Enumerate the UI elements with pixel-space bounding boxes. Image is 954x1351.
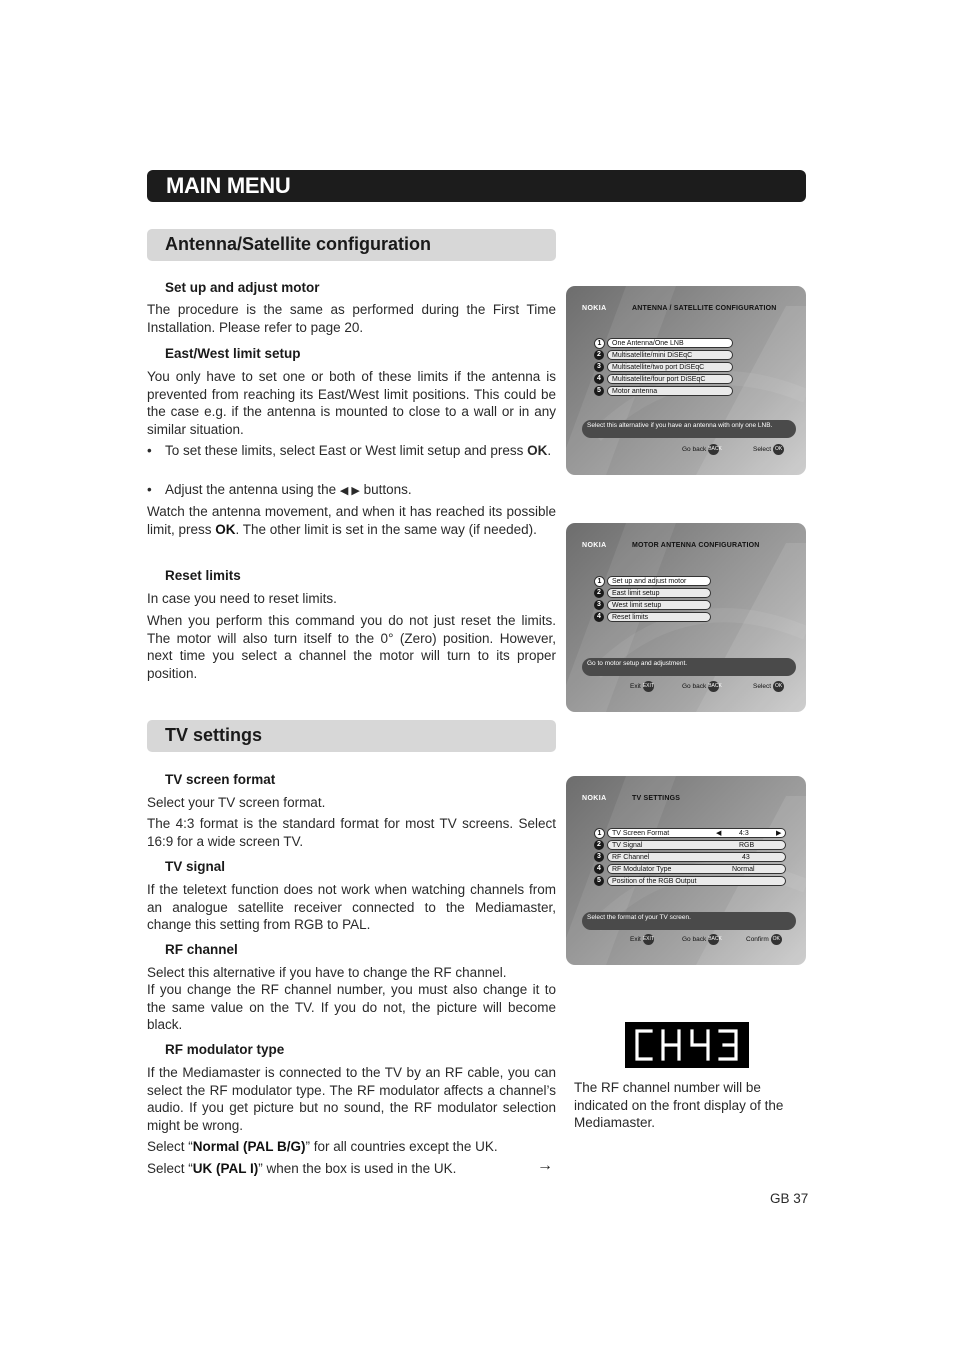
menu-item-label: West limit setup	[607, 600, 711, 610]
paragraph-signal: If the teletext function does not work when watching channels from an analogue satellite receiver connected to the Mediamaster, change this setting from RGB to PAL.	[147, 882, 556, 932]
main-menu-banner	[147, 170, 806, 202]
setting-label: RF Modulator Type	[612, 866, 672, 873]
paragraph-rf-1: Select this alternative if you have to change the RF channel.	[147, 965, 507, 980]
menu-item-label: Set up and adjust motor	[607, 576, 711, 586]
exit-button-icon: EXIT	[643, 681, 654, 692]
bullet-item	[147, 481, 556, 499]
menu-item-label: One Antenna/One LNB	[607, 338, 733, 348]
paragraph-format-1: Select your TV screen format.	[147, 795, 326, 810]
section-title: TV settings	[165, 725, 263, 745]
bullet-item	[147, 442, 556, 478]
page-number: GB 37	[770, 1191, 809, 1206]
bullet-dot: •	[147, 482, 152, 497]
number-2-icon: 2	[594, 350, 604, 360]
ok-button-icon: OK	[773, 444, 784, 455]
bullet-dot: •	[147, 443, 152, 458]
screen-title: ANTENNA / SATELLITE CONFIGURATION	[632, 305, 777, 312]
number-4-icon: 4	[594, 864, 604, 874]
heading-reset: Reset limits	[165, 568, 241, 583]
nokia-logo: NOKIA	[582, 542, 607, 549]
section-header-tv-settings	[147, 720, 556, 752]
number-4-icon: 4	[594, 374, 604, 384]
paragraph-eastwest: You only have to set one or both of these limits if the antenna is prevented from reaching its East/West limit positions. This could be the case e.g. if the antenna is mounted to close to a wall or in any similar situation.	[147, 369, 556, 437]
back-button-icon: BACK	[708, 934, 719, 945]
paragraph-normal: Select “Normal (PAL B/G)” for all countries except the UK.	[147, 1139, 498, 1154]
paragraph-rf-2: If you change the RF channel number, you must also change it to the same value on the TV. If you do not, the picture will become black.	[147, 982, 556, 1032]
paragraph-uk: Select “UK (PAL I)” when the box is used in the UK.	[147, 1161, 457, 1176]
number-3-icon: 3	[594, 362, 604, 372]
screenshot-tv-settings	[566, 776, 806, 965]
screenshot-antenna-config	[566, 286, 806, 475]
number-1-icon: 1	[594, 828, 605, 839]
setting-value: RGB	[739, 842, 755, 849]
help-text: Select this alternative if you have an antenna with only one LNB.	[582, 420, 796, 438]
exit-hint: Exit EXIT	[630, 936, 654, 944]
confirm-hint: Confirm OK	[746, 936, 780, 944]
number-2-icon: 2	[594, 588, 604, 598]
setting-label: TV Screen Format	[612, 830, 670, 837]
setting-label: Position of the RGB Output	[612, 878, 697, 885]
go-back-hint: Go back BACK	[682, 936, 722, 944]
heading-signal: TV signal	[165, 859, 226, 874]
number-4-icon: 4	[594, 612, 604, 622]
setting-value: Normal	[732, 866, 755, 873]
menu-item-label: Motor antenna	[607, 386, 733, 396]
setting-value: 4:3	[739, 830, 749, 837]
number-5-icon: 5	[594, 876, 604, 886]
screen-title: TV SETTINGS	[632, 795, 681, 802]
bullet-text: Adjust the antenna using the ◀ ▶ buttons.	[165, 482, 412, 497]
section-title: Antenna/Satellite configuration	[165, 234, 432, 254]
screen-title: MOTOR ANTENNA CONFIGURATION	[632, 542, 760, 549]
help-text: Select the format of your TV screen.	[582, 912, 796, 930]
setting-label: RF Channel	[612, 854, 650, 861]
number-3-icon: 3	[594, 852, 604, 862]
go-back-hint: Go back BACK	[682, 446, 722, 454]
number-1-icon: 1	[594, 338, 605, 349]
menu-item-label: Multisatellite/two port DiSEqC	[607, 362, 733, 372]
select-hint: Select OK	[753, 446, 783, 454]
bullet-text: To set these limits, select East or West limit setup and press OK.	[165, 443, 552, 458]
number-1-icon: 1	[594, 576, 605, 587]
menu-item-label: Multisatellite/four port DiSEqC	[607, 374, 733, 384]
nokia-logo: NOKIA	[582, 795, 607, 802]
exit-button-icon: EXIT	[643, 934, 654, 945]
left-arrow-icon[interactable]: ◀	[716, 830, 722, 837]
paragraph-modulator: If the Mediamaster is connected to the TV by an RF cable, you can select the RF modulator type. The RF modulator affects a channel’s audio. If you get picture but no sound, the RF modulator selection might be wrong.	[147, 1065, 556, 1133]
setting-pill	[607, 852, 786, 862]
heading-format: TV screen format	[165, 772, 276, 787]
heading-motor: Set up and adjust motor	[165, 280, 320, 295]
menu-item-label: Multisatellite/mini DiSEqC	[607, 350, 733, 360]
setting-pill	[607, 840, 786, 850]
paragraph-watch: Watch the antenna movement, and when it has reached its possible limit, press OK. The other limit is set in the same way (if needed).	[147, 504, 556, 537]
ok-button-icon: OK	[771, 934, 782, 945]
page-title: MAIN MENU	[166, 173, 291, 198]
heading-modulator: RF modulator type	[165, 1042, 285, 1057]
section-header-antenna	[147, 229, 556, 261]
number-3-icon: 3	[594, 600, 604, 610]
paragraph-motor: The procedure is the same as performed during the First Time Installation. Please refer to page 20.	[147, 302, 556, 335]
screenshot-motor-config	[566, 523, 806, 712]
continue-arrow-icon: →	[537, 1157, 553, 1174]
menu-item-label: Reset limits	[607, 612, 711, 622]
setting-pill	[607, 828, 786, 838]
display-caption: The RF channel number will be indicated on the front display of the Mediamaster.	[574, 1080, 784, 1130]
setting-pill	[607, 876, 786, 886]
front-display	[625, 1022, 749, 1068]
ok-button-icon: OK	[773, 681, 784, 692]
exit-hint: Exit EXIT	[630, 683, 654, 691]
setting-pill	[607, 864, 786, 874]
menu-item-label: East limit setup	[607, 588, 711, 598]
ch43-display-graphic	[625, 1022, 749, 1068]
heading-rf-channel: RF channel	[165, 942, 238, 957]
right-arrow-icon[interactable]: ▶	[776, 830, 782, 837]
paragraph-format-2: The 4:3 format is the standard format for most TV screens. Select 16:9 for a wide screen TV.	[147, 816, 556, 849]
go-back-hint: Go back BACK	[682, 683, 722, 691]
heading-eastwest: East/West limit setup	[165, 346, 301, 361]
setting-value: 43	[742, 854, 750, 861]
paragraph-reset-1: In case you need to reset limits.	[147, 591, 337, 606]
back-button-icon: BACK	[708, 681, 719, 692]
back-button-icon: BACK	[708, 444, 719, 455]
setting-label: TV Signal	[612, 842, 643, 849]
left-right-arrows-icon: ◀ ▶	[339, 485, 360, 497]
nokia-logo: NOKIA	[582, 305, 607, 312]
paragraph-reset-2: When you perform this command you do not just reset the limits. The motor will also turn itself to the 0° (Zero) position. However, next time you select a channel the motor will turn to its proper position.	[147, 613, 556, 681]
help-text: Go to motor setup and adjustment.	[582, 658, 796, 676]
number-5-icon: 5	[594, 386, 604, 396]
select-hint: Select OK	[753, 683, 783, 691]
number-2-icon: 2	[594, 840, 604, 850]
